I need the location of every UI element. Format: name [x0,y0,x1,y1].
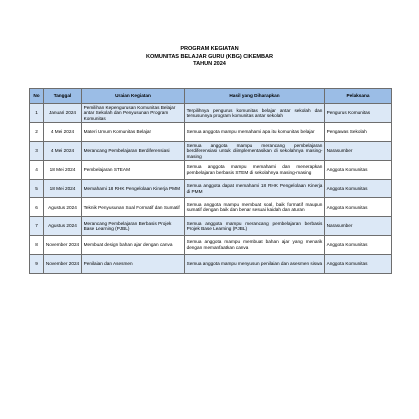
cell-date: 18 Mei 2024 [44,160,82,179]
cell-executor: Anggota Komunitas [325,254,392,273]
table-row [30,179,392,198]
column-header-result: Hasil yang Diharapkan [185,89,325,104]
cell-date: Agustus 2024 [44,217,82,236]
cell-result: Semua anggota mampu menyusun penilaian dan asesmen siswa [185,254,325,273]
cell-executor: Narasumber [325,141,392,160]
table-row [30,104,392,123]
cell-no: 1 [30,104,44,123]
cell-result: Semua anggota mampu membuat bahan ajar yang menarik dengan memanfaatkan canva [185,236,325,255]
cell-activity: Penilaian dan Asesmen [82,254,185,273]
document-title: PROGRAM KEGIATAN [180,46,239,52]
cell-date: November 2024 [44,236,82,255]
cell-result: Semua anggota mampu memahami apa itu komunitas belajar [185,123,325,142]
program-table [29,88,392,274]
cell-executor: Narasumber [325,217,392,236]
cell-no: 6 [30,198,44,217]
column-header-executor: Pelaksana [325,89,392,104]
cell-executor: Pengurus Komunitas [325,104,392,123]
cell-activity: Pembelajaran STEAM [82,160,185,179]
document-header [0,46,419,69]
cell-result: Semua anggota mampu merancang pembelajaran berdiferensiasi untuk diimplementasikan di sekolahnya masing-masing [185,141,325,160]
document-year: TAHUN 2024 [193,61,226,68]
cell-no: 7 [30,217,44,236]
table-row [30,141,392,160]
table-row [30,160,392,179]
cell-result: Terpilihnya pengurus komunitas belajar antar sekolah dan tersusunnya program komunitas antar sekolah [185,104,325,123]
cell-activity: Teknik Penyusunan Soal Formatif dan Sumatif [82,198,185,217]
cell-result: Semua anggota mampu membuat soal, baik formatif maupun sumatif dengan baik dan benar sesuai kaidah dan aturan [185,198,325,217]
cell-no: 4 [30,160,44,179]
table-row [30,123,392,142]
table-row [30,254,392,273]
cell-activity: Merancang Pembelajaran Berdiferensiasi [82,141,185,160]
cell-date: 18 Mei 2024 [44,179,82,198]
cell-result: Semua anggota mampu memahami dan menerapkan pembelajaran berbasis STEM di sekolahnya masing-masing [185,160,325,179]
cell-date: November 2024 [44,254,82,273]
cell-executor: Pengawas Sekolah [325,123,392,142]
cell-no: 3 [30,141,44,160]
cell-activity: Merancang Pembelajaran Berbasis Projek Base Learning (PJBL) [82,217,185,236]
cell-result: Semua anggota mampu merancang pembelajaran berbasis Projek Base Learning (PJBL) [185,217,325,236]
cell-activity: Membuat design bahan ajar dengan canva [82,236,185,255]
column-header-no: No [30,89,44,104]
cell-no: 5 [30,179,44,198]
column-header-activity: Uraian Kegiatan [82,89,185,104]
cell-executor: Anggota Komunitas [325,198,392,217]
table-row [30,236,392,255]
table-row [30,217,392,236]
cell-date: Agustus 2024 [44,198,82,217]
cell-activity: Materi Umum Komunitas Belajar [82,123,185,142]
cell-date: 4 Mei 2024 [44,141,82,160]
column-header-date: Tanggal [44,89,82,104]
cell-no: 9 [30,254,44,273]
cell-executor: Anggota Komunitas [325,179,392,198]
cell-result: Semua anggota dapat memahami 18 RHK Pengelolaan Kinerja di PMM [185,179,325,198]
cell-activity: Memahami 18 RHK Pengelolaan Kinerja PMM [82,179,185,198]
table-row [30,198,392,217]
cell-no: 8 [30,236,44,255]
table-header-row [30,89,392,104]
document-subtitle: KOMUNITAS BELAJAR GURU (KBG) CIKEMBAR [145,53,273,60]
cell-executor: Anggota Komunitas [325,236,392,255]
cell-date: 4 Mei 2024 [44,123,82,142]
cell-activity: Pemilihan Kepengurusan Komunitas Belajar antar Sekolah dan Penyusunan Program Komunitas [82,104,185,123]
cell-date: Januari 2024 [44,104,82,123]
cell-executor: Anggota Komunitas [325,160,392,179]
cell-no: 2 [30,123,44,142]
